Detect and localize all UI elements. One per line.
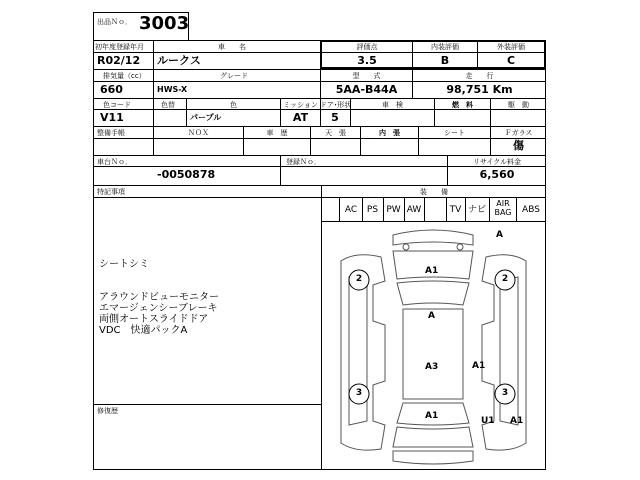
recycle-fee-value: 6,560 [479,168,515,181]
color-code-label: 色コード [103,101,131,109]
damage-mark: 3 [355,388,363,398]
mileage-value: 98,751 Km [446,83,513,96]
equipment-airbag: AIR BAG [494,199,512,217]
equipment-label: 装 備 [420,188,448,196]
note-line: エマージェンシーブレーキ [99,303,218,314]
score-value: 3.5 [357,54,377,67]
interior-score-value: B [440,54,450,67]
car-name-label: 車 名 [218,43,246,51]
damage-mark: A1 [425,411,439,421]
maintenance-book-label: 整備手帳 [97,129,125,137]
damage-mark: A1 [472,361,486,371]
car-history-label: 車 歴 [266,129,288,137]
repair-history-label: 修復歴 [97,407,118,415]
lot-number-label: 出品Ｎｏ． [97,18,132,26]
recycle-fee-label: リサイクル料金 [472,158,522,166]
model-code-label: 型 式 [352,72,381,80]
damage-mark: A1 [510,416,524,426]
note-line: VDC 快適パックA [99,325,188,336]
exterior-score-value: C [506,54,516,67]
first-registration-label: 初年度登録年月 [95,43,144,51]
front-glass-label: Ｆガラス [504,129,533,137]
grade-value: HWS-X [157,85,188,94]
exterior-score-label: 外装評価 [497,43,525,51]
first-registration-value: R02/12 [97,54,141,67]
drive-label: 駆 動 [508,101,529,109]
damage-mark: 2 [355,274,363,284]
note-line: アラウンドビューモニター [99,292,219,303]
ceiling-label: 天 張 [325,129,346,137]
registration-number-label: 登録Ｎｏ． [286,158,321,166]
damage-mark: A1 [425,266,439,276]
model-code-value: 5AA-B44A [335,83,398,96]
doors-value: 5 [331,111,339,124]
seat-label: シート [444,129,465,137]
grade-label: グレード [220,72,248,80]
special-notes-label: 特記事項 [97,188,125,196]
lot-number-value: 3003 [139,13,190,34]
interior-score-label: 内装評価 [431,43,459,51]
damage-mark: U1 [481,416,495,426]
damage-mark: A [428,311,435,321]
score-label: 評価点 [356,43,378,51]
nox-label: ＮＯＸ [188,129,209,137]
chassis-number-label: 車台Ｎｏ． [97,158,132,166]
transmission-label: ミッション [283,101,318,109]
doors-label: ドア･形状 [320,101,352,109]
front-glass-value: 傷 [513,139,524,152]
color-value: パープル [190,113,222,122]
equipment-ac: AC [344,205,358,215]
displacement-value: 660 [100,83,123,96]
damage-mark: 3 [501,388,509,398]
equipment-aw: AW [406,205,422,215]
equipment-tv: TV [449,205,462,215]
fuel-label: 燃 料 [452,101,473,109]
displacement-label: 排気量（cc） [103,72,146,80]
equipment-abs: ABS [522,205,540,215]
equipment-navi: ナビ [467,205,486,215]
note-line: 両側オートスライドドア [99,314,209,325]
car-name-value: ルークス [157,54,201,67]
car-diagram [321,221,546,470]
inspection-label: 車 検 [382,101,403,109]
color-change-label: 色替 [161,101,175,109]
transmission-value: AT [292,111,309,124]
damage-mark: A [496,230,503,240]
mileage-label: 走 行 [465,72,494,80]
damage-mark: A3 [425,362,439,372]
note-line: シートシミ [99,259,149,270]
chassis-number-value: -0050878 [157,168,216,181]
equipment-pw: PW [386,205,401,215]
damage-mark: 2 [501,274,509,284]
color-label: 色 [230,101,237,109]
inner-panel-label: 内 張 [379,129,400,137]
color-code-value: V11 [100,111,124,124]
equipment-ps: PS [366,205,379,215]
